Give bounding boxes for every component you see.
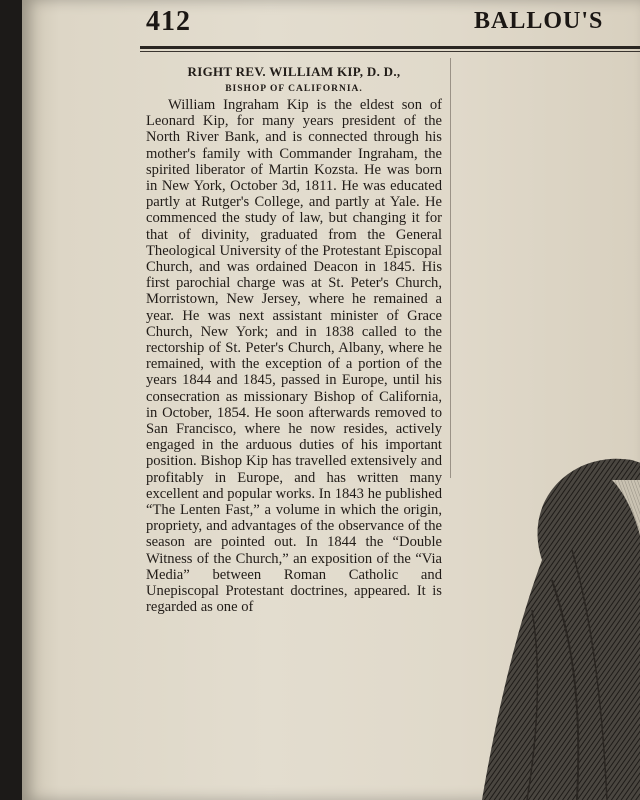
page-number: 412 <box>146 6 191 37</box>
masthead-title: BALLOU'S <box>474 8 604 34</box>
article-column <box>146 64 442 616</box>
newspaper-page <box>22 0 640 800</box>
header-rule-thick <box>140 46 640 49</box>
engraved-portrait-icon <box>482 440 640 800</box>
article-subhead: BISHOP OF CALIFORNIA. <box>225 84 363 94</box>
article-body: William Ingraham Kip is the eldest son of Leonard Kip, for many years president of the North River Bank, and is connected through his mother's family with Commander Ingraham, the spirited liberator of Martin Kozsta. He was born in New York, October 3d, 1811. He was educated partly at Rutger's College, and partly at Yale. He commenced the study of law, but changing it for that of divinity, graduated from the General Theological University of the Protestant Episcopal Church, and was ordained Deacon in 1845. His first parochial charge was at St. Peter's Church, Morristown, New Jersey, where he remained a year. He was next assistant minister of Grace Church, New York; and in 1838 called to the rectorship of St. Peter's Church, Albany, where he remained, with the exception of a portion of the years 1844 and 1845, passed in Europe, until his consecration as missionary Bishop of California, in October, 1854. He soon afterwards removed to San Francisco, where he now resides, actively engaged in the arduous duties of his important position. Bishop Kip has travelled extensively and profitably in Europe, and has written many excellent and popular works. In 1843 he published “The Lenten Fast,” a volume in which the origin, propriety, and advantages of the observance of the season are pointed out. In 1844 the “Double Witness of the Church,” an exposition of the “Via Media” between Roman Catholic and Unepiscopal Protestant doctrines, appeared. It is regarded as one of <box>146 97 442 616</box>
article-headline: RIGHT REV. WILLIAM KIP, D. D., <box>187 64 401 79</box>
column-divider <box>450 58 451 478</box>
header-rule-thin <box>140 51 640 52</box>
